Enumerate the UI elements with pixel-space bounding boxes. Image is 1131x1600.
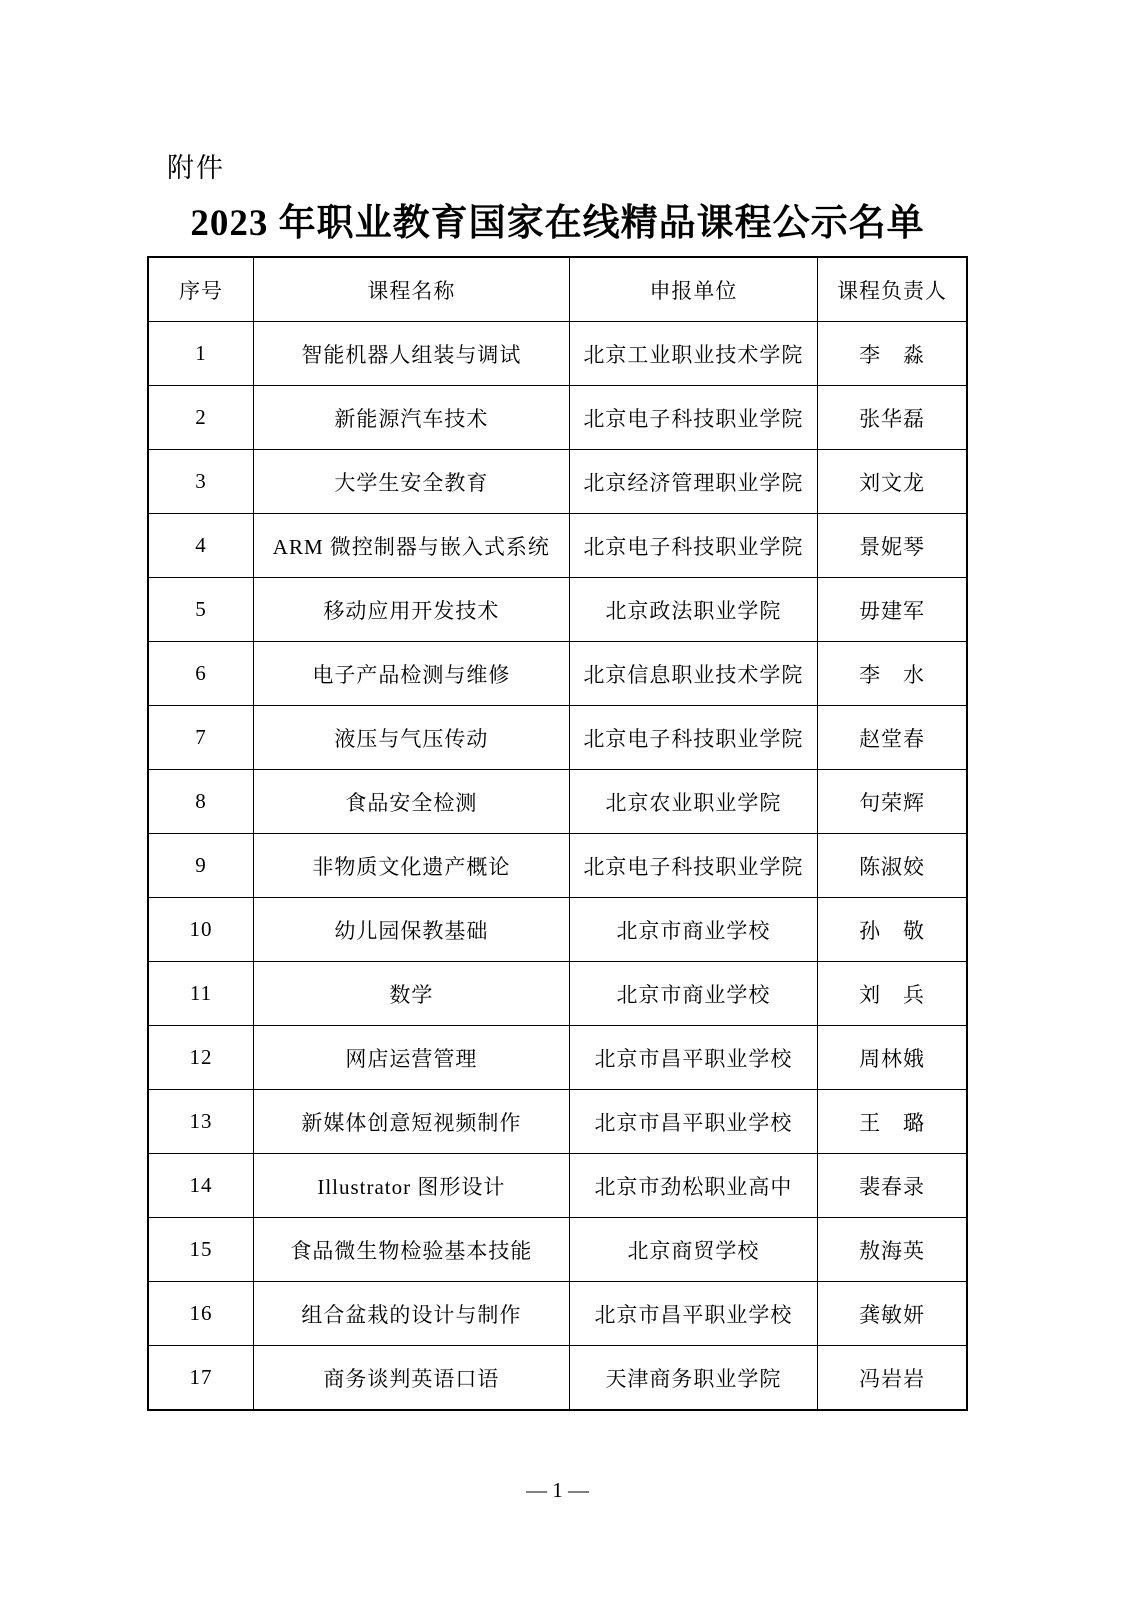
cell-applicant-unit: 北京工业职业技术学院 (569, 322, 817, 386)
cell-applicant-unit: 北京农业职业学院 (569, 770, 817, 834)
cell-course-leader: 周林娥 (818, 1026, 967, 1090)
cell-applicant-unit: 北京市昌平职业学校 (569, 1090, 817, 1154)
cell-course-name: 移动应用开发技术 (253, 578, 569, 642)
cell-course-leader: 刘 兵 (818, 962, 967, 1026)
cell-course-name: 新能源汽车技术 (253, 386, 569, 450)
cell-course-leader: 李 水 (818, 642, 967, 706)
table-row (148, 1154, 967, 1218)
table-row (148, 322, 967, 386)
table-row (148, 898, 967, 962)
cell-index: 7 (148, 706, 253, 770)
cell-course-name: Illustrator 图形设计 (253, 1154, 569, 1218)
cell-index: 1 (148, 322, 253, 386)
cell-course-name: 非物质文化遗产概论 (253, 834, 569, 898)
cell-applicant-unit: 北京信息职业技术学院 (569, 642, 817, 706)
document-title: 2023 年职业教育国家在线精品课程公示名单 (190, 203, 925, 244)
cell-applicant-unit: 北京商贸学校 (569, 1218, 817, 1282)
table-row (148, 578, 967, 642)
cell-course-leader: 毋建军 (818, 578, 967, 642)
cell-course-name: 网店运营管理 (253, 1026, 569, 1090)
cell-course-leader: 王 璐 (818, 1090, 967, 1154)
cell-course-name: 组合盆栽的设计与制作 (253, 1282, 569, 1346)
cell-course-leader: 龚敏妍 (818, 1282, 967, 1346)
cell-course-leader: 刘文龙 (818, 450, 967, 514)
cell-course-leader: 张华磊 (818, 386, 967, 450)
cell-index: 2 (148, 386, 253, 450)
cell-index: 12 (148, 1026, 253, 1090)
table-row (148, 962, 967, 1026)
cell-index: 13 (148, 1090, 253, 1154)
cell-course-name: 新媒体创意短视频制作 (253, 1090, 569, 1154)
cell-applicant-unit: 北京政法职业学院 (569, 578, 817, 642)
cell-course-leader: 赵堂春 (818, 706, 967, 770)
cell-course-leader: 冯岩岩 (818, 1346, 967, 1411)
table-row (148, 450, 967, 514)
cell-applicant-unit: 北京市昌平职业学校 (569, 1282, 817, 1346)
cell-index: 9 (148, 834, 253, 898)
cell-applicant-unit: 北京市商业学校 (569, 962, 817, 1026)
cell-index: 10 (148, 898, 253, 962)
cell-course-leader: 景妮琴 (818, 514, 967, 578)
cell-course-name: 数学 (253, 962, 569, 1026)
cell-index: 14 (148, 1154, 253, 1218)
cell-course-name: 液压与气压传动 (253, 706, 569, 770)
cell-course-name: 商务谈判英语口语 (253, 1346, 569, 1411)
cell-course-name: 大学生安全教育 (253, 450, 569, 514)
table-row (148, 1346, 967, 1411)
table-row (148, 770, 967, 834)
cell-applicant-unit: 北京经济管理职业学院 (569, 450, 817, 514)
cell-course-leader: 句荣辉 (818, 770, 967, 834)
table-row (148, 706, 967, 770)
cell-index: 6 (148, 642, 253, 706)
cell-course-leader: 裴春录 (818, 1154, 967, 1218)
cell-course-name: 电子产品检测与维修 (253, 642, 569, 706)
table-header-row (148, 257, 967, 322)
cell-index: 4 (148, 514, 253, 578)
table-row (148, 1282, 967, 1346)
header-cell-course-name: 课程名称 (253, 257, 569, 322)
attachment-label: 附件 (167, 153, 225, 183)
table-row (148, 1026, 967, 1090)
table-row (148, 1090, 967, 1154)
page-number: — 1 — (526, 1478, 589, 1502)
cell-course-name: 食品安全检测 (253, 770, 569, 834)
cell-applicant-unit: 北京市商业学校 (569, 898, 817, 962)
cell-course-name: 幼儿园保教基础 (253, 898, 569, 962)
cell-index: 17 (148, 1346, 253, 1411)
cell-index: 8 (148, 770, 253, 834)
header-cell-applicant: 申报单位 (569, 257, 817, 322)
cell-applicant-unit: 北京电子科技职业学院 (569, 834, 817, 898)
table-row (148, 386, 967, 450)
cell-applicant-unit: 天津商务职业学院 (569, 1346, 817, 1411)
cell-course-leader: 李 淼 (818, 322, 967, 386)
cell-applicant-unit: 北京市昌平职业学校 (569, 1026, 817, 1090)
cell-applicant-unit: 北京电子科技职业学院 (569, 386, 817, 450)
cell-course-leader: 陈淑姣 (818, 834, 967, 898)
cell-course-leader: 敖海英 (818, 1218, 967, 1282)
cell-index: 5 (148, 578, 253, 642)
cell-index: 16 (148, 1282, 253, 1346)
table-row (148, 642, 967, 706)
table-row (148, 834, 967, 898)
table-row (148, 1218, 967, 1282)
cell-course-name: ARM 微控制器与嵌入式系统 (253, 514, 569, 578)
cell-index: 3 (148, 450, 253, 514)
course-table (147, 256, 968, 1411)
cell-applicant-unit: 北京电子科技职业学院 (569, 706, 817, 770)
cell-course-name: 智能机器人组装与调试 (253, 322, 569, 386)
cell-index: 15 (148, 1218, 253, 1282)
cell-course-name: 食品微生物检验基本技能 (253, 1218, 569, 1282)
cell-applicant-unit: 北京电子科技职业学院 (569, 514, 817, 578)
header-cell-leader: 课程负责人 (818, 257, 967, 322)
table-row (148, 514, 967, 578)
cell-index: 11 (148, 962, 253, 1026)
cell-applicant-unit: 北京市劲松职业高中 (569, 1154, 817, 1218)
cell-course-leader: 孙 敬 (818, 898, 967, 962)
header-cell-index: 序号 (148, 257, 253, 322)
